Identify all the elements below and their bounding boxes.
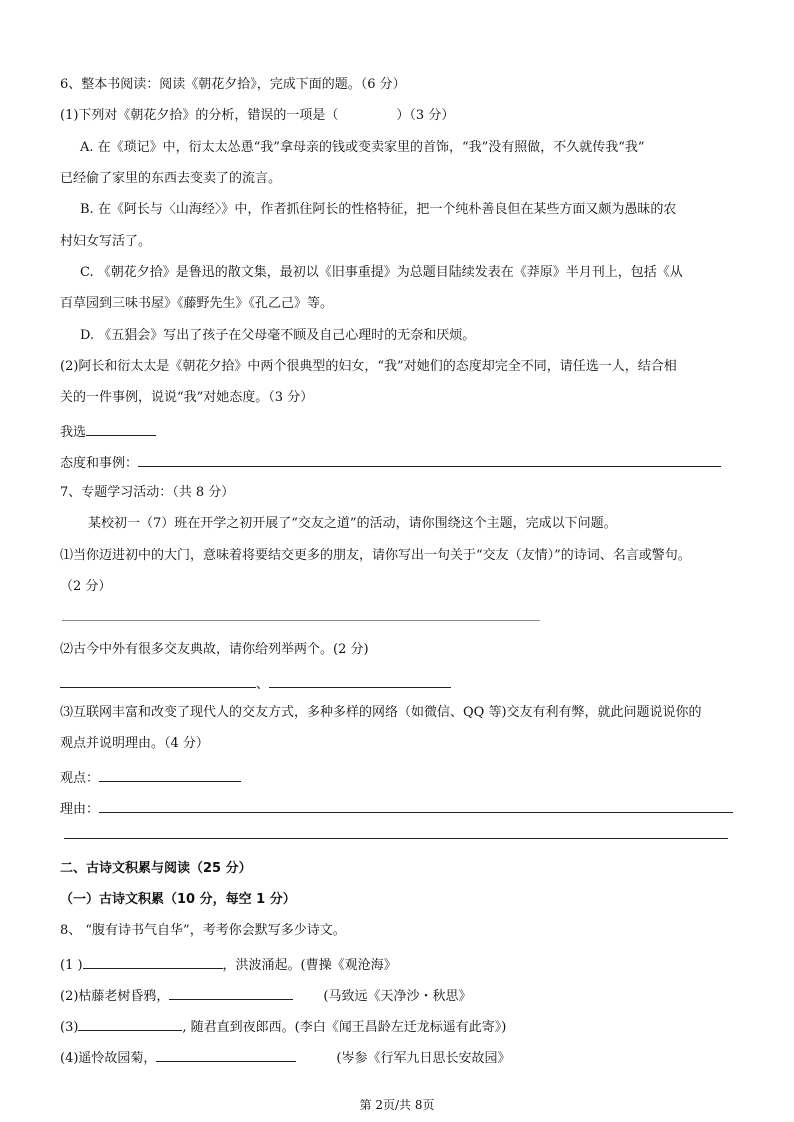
- q6-sub1-score: ）（3 分）: [396, 108, 455, 123]
- q7-reason-label: 理由：: [60, 802, 100, 817]
- q7-sub2-separator: 、: [256, 677, 270, 692]
- q6-sub1-text: (1)下列对《朝花夕拾》的分析，错误的一项是（: [60, 108, 339, 123]
- q7-sub1-line1: ⑴当你迈进初中的大门，意味着将要结交更多的朋友，请你写出一句关于“交友（友情）”的诗词、名言或警句。: [60, 548, 691, 563]
- q6-option-c-line2: 百草园到三味书屋》《藤野先生》《孔乙己》等。: [60, 296, 334, 311]
- q7-reason-line2[interactable]: [64, 838, 728, 839]
- q6-option-b-line1: B. 在《阿长与〈山海经〉》中，作者抓住阿长的性格特征，把一个纯朴善良但在某些方面又颇为愚昧的农: [80, 202, 677, 217]
- q7-intro: 某校初一（7）班在开学之初开展了“交友之道”的活动，请你围绕这个主题，完成以下问题。: [88, 516, 617, 531]
- page-number: 第 2页/共 8页: [359, 1098, 435, 1112]
- section2-part1-title: （一）古诗文积累（10 分，每空 1 分）: [60, 892, 296, 907]
- q8-l4-suffix: (岑参《行军九日思长安故园》: [336, 1051, 511, 1066]
- q8-l1-prefix: (1 ): [60, 958, 83, 973]
- q8-l2-suffix: (马致远《天净沙・秋思》: [323, 989, 472, 1004]
- q7-view-label: 观点：: [60, 771, 100, 786]
- q6-option-c-line1: C. 《朝花夕拾》是鲁迅的散文集，最初以《旧事重提》为总题目陆续发表在《莽原》半月刊上，包括《从: [80, 265, 683, 280]
- q8-l2-blank[interactable]: [169, 987, 293, 1000]
- q8-l3-prefix: (3): [60, 1020, 79, 1035]
- q8-l1-suffix: ，洪波涌起。(曹操《观沧海》: [222, 958, 397, 973]
- q7-sub2-blank-2[interactable]: [269, 675, 451, 688]
- q7-sub1-answer-line[interactable]: [62, 620, 540, 621]
- q6-choose-blank[interactable]: [86, 423, 156, 436]
- q6-choose: [60, 423, 156, 439]
- q6-attitude-label: 态度和事例：: [60, 456, 139, 471]
- q8-l1-blank[interactable]: [83, 956, 223, 969]
- q8-line4: [60, 1049, 511, 1065]
- q6-sub1: [60, 109, 454, 122]
- q7-sub2: ⑵古今中外有很多交友典故，请你给列举两个。(2 分): [60, 642, 369, 657]
- q7-reason: [60, 800, 733, 816]
- q6-sub2-line1: (2)阿长和衍太太是《朝花夕拾》中两个很典型的妇女，“我”对她们的态度却完全不同，请任选一人，结合相: [60, 359, 677, 374]
- q6-attitude-blank[interactable]: [138, 454, 721, 467]
- q6-sub2-line2: 关的一件事例，说说“我”对她态度。（3 分）: [60, 390, 314, 405]
- q7-sub3-line1: ⑶互联网丰富和改变了现代人的交友方式，多种多样的网络（如微信、QQ 等)交友有利有弊，就此问题说说你的: [60, 705, 702, 720]
- q6-option-a-line1: A. 在《琐记》中，衍太太怂恿“我”拿母亲的钱或变卖家里的首饰，“我”没有照做，不久就传我“我”: [80, 140, 645, 155]
- q8-l4-prefix: (4)遥怜故园菊，: [60, 1051, 157, 1066]
- q8-l3-blank[interactable]: [78, 1018, 182, 1031]
- q7-title: 7、专题学习活动：（共 8 分）: [60, 485, 235, 500]
- q6-attitude: [60, 454, 721, 470]
- q6-title: 6、整本书阅读：阅读《朝花夕拾》，完成下面的题。（6 分）: [60, 77, 406, 92]
- q8-l2-prefix: (2)枯藤老树昏鸦，: [60, 989, 170, 1004]
- q6-choose-label: 我选: [60, 425, 87, 440]
- section2-title: 二、古诗文积累与阅读（25 分）: [60, 861, 252, 876]
- q7-sub3-line2: 观点并说明理由。（4 分）: [60, 736, 209, 751]
- q8-l3-suffix: , 随君直到夜郎西。(李白《闻王昌龄左迁龙标遥有此寄》): [182, 1020, 507, 1035]
- q6-option-d: D. 《五猖会》写出了孩子在父母毫不顾及自己心理时的无奈和厌烦。: [80, 328, 476, 343]
- q8-line1: [60, 956, 397, 972]
- q6-option-b-line2: 村妇女写活了。: [60, 234, 152, 249]
- q8-l4-blank[interactable]: [156, 1049, 296, 1062]
- q7-sub1-line2: （2 分）: [60, 579, 112, 594]
- q8-line2: [60, 987, 472, 1003]
- q7-view: [60, 769, 241, 785]
- q8-line3: [60, 1018, 506, 1034]
- q8-title: 8、 “腹有诗书气自华”，考考你会默写多少诗文。: [60, 923, 346, 938]
- q7-sub2-answers: [60, 675, 451, 691]
- q6-option-a-line2: 已经偷了家里的东西去变卖了的流言。: [60, 171, 282, 186]
- q7-reason-blank[interactable]: [99, 800, 733, 813]
- q7-view-blank[interactable]: [99, 769, 241, 782]
- q7-sub2-blank-1[interactable]: [60, 675, 256, 688]
